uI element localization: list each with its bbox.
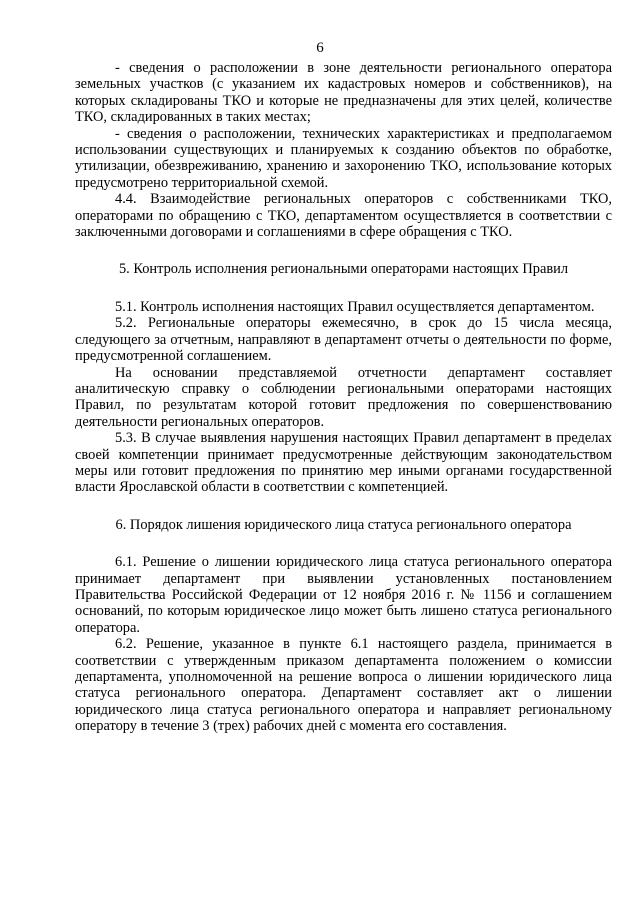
page-number: 6 bbox=[316, 40, 324, 56]
paragraph-6-1: 6.1. Решение о лишении юридического лица статуса регионального оператора принимает департамент при выявлении установленных постановлением Правительства Российской Федерации от 12 ноября 2016 г. № 1156 и соглашением оснований, по которым юридическое лицо может быть лишено статуса регионального оператора. bbox=[75, 554, 612, 636]
section-5-heading: 5. Контроль исполнения региональными операторами настоящих Правил bbox=[118, 261, 569, 278]
paragraph-5-1: 5.1. Контроль исполнения настоящих Правил осуществляется департаментом. bbox=[115, 298, 595, 315]
paragraph-facilities-info: - сведения о расположении, технических характеристиках и предполагаемом использовании существующих и планируемых к созданию объектов по обработке, утилизации, обезвреживанию, хранению и захоронению ТКО, использование которых предусмотрено территориальной схемой. bbox=[75, 125, 612, 191]
section-gap bbox=[75, 496, 612, 517]
paragraph-6-2: 6.2. Решение, указанное в пункте 6.1 настоящего раздела, принимается в соответствии с утвержденным приказом департамента положением о комиссии департамента, уполномоченной на решение вопроса о лишении юридического лица статуса регионального оператора. Департамент составляет акт о лишении юридического лица статуса регионального оператора и направляет региональному оператору в течение 3 (трех) рабочих дней с момента его составления. bbox=[75, 636, 612, 735]
section-gap bbox=[75, 533, 612, 554]
paragraph-4-4: 4.4. Взаимодействие региональных операторов с собственниками ТКО, операторами по обращению с ТКО, департаментом осуществляется в соответствии с заключенными договорами и соглашениями в сфере обращения с ТКО. bbox=[75, 191, 612, 241]
paragraph-5-2: 5.2. Региональные операторы ежемесячно, в срок до 15 числа месяца, следующего за отчетным, направляют в департамент отчеты о деятельности по форме, предусмотренной соглашением. bbox=[75, 315, 612, 365]
document-body bbox=[75, 60, 612, 735]
section-gap bbox=[75, 240, 612, 261]
paragraph-landfill-info: - сведения о расположении в зоне деятельности регионального оператора земельных участков (с указанием их кадастровых номеров и собственников), на которых складированы ТКО и которые не предназначены для этих целей, количестве ТКО, складированных в таких местах; bbox=[75, 60, 612, 126]
section-6-heading: 6. Порядок лишения юридического лица статуса регионального оператора bbox=[115, 516, 572, 533]
paragraph-5-3: 5.3. В случае выявления нарушения настоящих Правил департамент в пределах своей компетенции принимает предусмотренные действующим законодательством меры или готовит предложения по принятию мер иными органами государственной власти Ярославской области в соответствии с компетенцией. bbox=[75, 430, 612, 496]
section-gap bbox=[75, 278, 612, 299]
paragraph-5-2-report: На основании представляемой отчетности департамент составляет аналитическую справку о соблюдении региональными операторами настоящих Правил, по результатам которой готовит предложения по совершенствованию деятельности региональных операторов. bbox=[75, 364, 612, 430]
